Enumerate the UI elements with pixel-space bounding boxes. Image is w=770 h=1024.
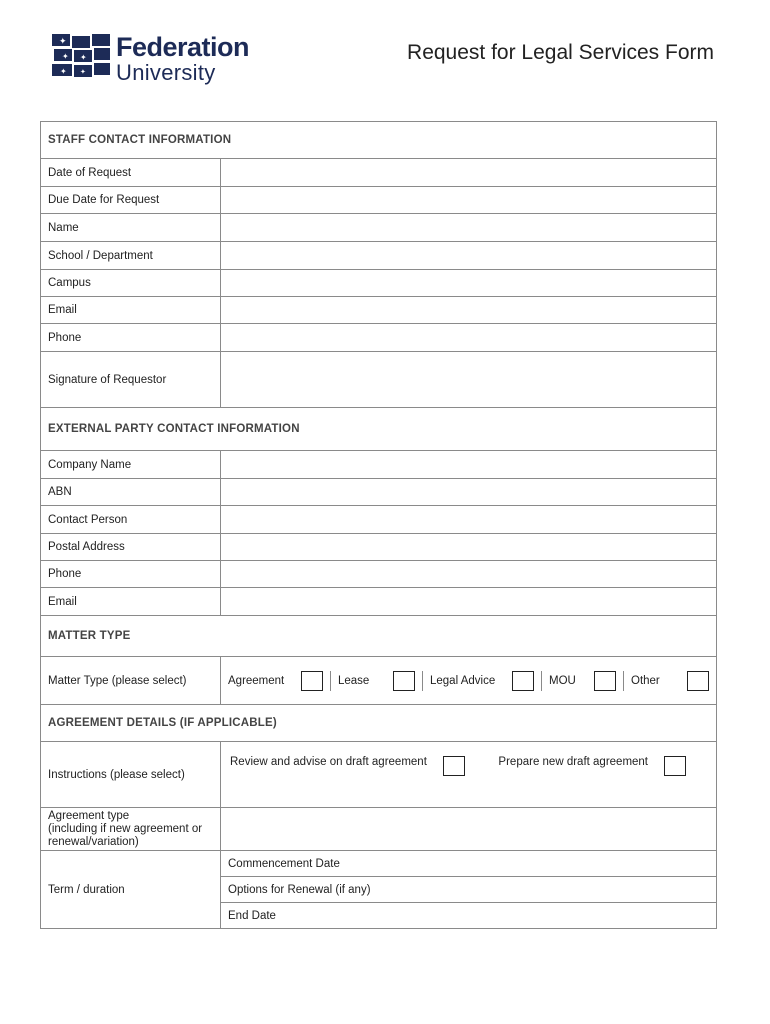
table-row — [41, 588, 717, 616]
field-label: Company Name — [41, 451, 221, 479]
matter-option-mou[interactable] — [542, 671, 624, 691]
agreement-type-label-line: (including if new agreement or — [48, 822, 203, 835]
agreement-type-label-line: Agreement type — [48, 809, 130, 822]
table-row — [41, 808, 717, 851]
svg-text:✦: ✦ — [62, 52, 69, 61]
matter-option-label: Agreement — [228, 674, 285, 687]
field-label: Contact Person — [41, 506, 221, 534]
due-date-input[interactable] — [221, 187, 717, 214]
field-label: Phone — [41, 324, 221, 352]
field-label: Email — [41, 297, 221, 324]
end-date-field[interactable]: End Date — [221, 903, 717, 929]
mou-checkbox[interactable] — [594, 671, 616, 691]
table-row — [41, 242, 717, 270]
instruction-option-prepare[interactable] — [498, 748, 686, 776]
abn-input[interactable] — [221, 479, 717, 506]
field-label: Signature of Requestor — [41, 352, 221, 408]
postal-address-input[interactable] — [221, 534, 717, 561]
table-row — [41, 506, 717, 534]
matter-type-options — [221, 671, 716, 691]
lease-checkbox[interactable] — [393, 671, 415, 691]
table-row — [41, 214, 717, 242]
table-row — [41, 297, 717, 324]
table-row — [41, 159, 717, 187]
agreement-type-label — [41, 808, 221, 851]
field-label: Due Date for Request — [41, 187, 221, 214]
logo-wordmark-line2: University — [116, 60, 216, 85]
table-row — [41, 742, 717, 808]
commencement-date-field[interactable]: Commencement Date — [221, 851, 717, 877]
field-label: Postal Address — [41, 534, 221, 561]
matter-option-agreement[interactable] — [221, 671, 331, 691]
external-phone-input[interactable] — [221, 561, 717, 588]
prepare-checkbox[interactable] — [664, 756, 686, 776]
matter-option-legal-advice[interactable] — [423, 671, 542, 691]
field-label: Email — [41, 588, 221, 616]
table-row — [41, 352, 717, 408]
review-checkbox[interactable] — [443, 756, 465, 776]
svg-text:✦: ✦ — [80, 53, 87, 62]
svg-text:✦: ✦ — [59, 36, 67, 46]
instruction-option-label: Review and advise on draft agreement — [230, 756, 427, 768]
agreement-type-input[interactable] — [221, 808, 717, 851]
contact-person-input[interactable] — [221, 506, 717, 534]
field-label: School / Department — [41, 242, 221, 270]
external-section-heading: EXTERNAL PARTY CONTACT INFORMATION — [41, 408, 717, 451]
agreement-section-heading: AGREEMENT DETAILS (IF APPLICABLE) — [41, 705, 717, 742]
field-label: Name — [41, 214, 221, 242]
table-row — [41, 561, 717, 588]
agreement-type-label-line: renewal/variation) — [48, 835, 139, 848]
matter-option-label: Other — [631, 674, 660, 687]
instructions-label: Instructions (please select) — [41, 742, 221, 808]
matter-option-lease[interactable] — [331, 671, 423, 691]
staff-phone-input[interactable] — [221, 324, 717, 352]
date-of-request-input[interactable] — [221, 159, 717, 187]
legal-services-form-table — [40, 121, 717, 929]
matter-option-other[interactable] — [624, 671, 716, 691]
table-row — [41, 187, 717, 214]
matter-type-label: Matter Type (please select) — [41, 657, 221, 705]
form-title: Request for Legal Services Form — [407, 41, 714, 64]
federation-university-logo — [52, 30, 262, 86]
signature-field[interactable] — [221, 352, 717, 408]
school-department-input[interactable] — [221, 242, 717, 270]
matter-option-label: Legal Advice — [430, 674, 496, 687]
matter-option-label: MOU — [549, 674, 576, 687]
legal-advice-checkbox[interactable] — [512, 671, 534, 691]
renewal-options-field[interactable]: Options for Renewal (if any) — [221, 877, 717, 903]
logo-wordmark-line1: Federation — [116, 32, 250, 62]
field-label: Phone — [41, 561, 221, 588]
logo-emblem-icon — [52, 32, 112, 80]
matter-section-heading: MATTER TYPE — [41, 616, 717, 657]
svg-text:✦: ✦ — [80, 69, 86, 76]
name-input[interactable] — [221, 214, 717, 242]
external-email-input[interactable] — [221, 588, 717, 616]
staff-email-input[interactable] — [221, 297, 717, 324]
term-duration-label: Term / duration — [41, 851, 221, 929]
instruction-options — [228, 742, 716, 776]
instruction-option-label: Prepare new draft agreement — [498, 756, 649, 768]
table-row — [41, 324, 717, 352]
agreement-checkbox[interactable] — [301, 671, 323, 691]
instruction-option-review[interactable] — [230, 748, 465, 776]
company-name-input[interactable] — [221, 451, 717, 479]
table-row — [41, 451, 717, 479]
svg-text:✦: ✦ — [60, 67, 67, 76]
table-row — [41, 851, 717, 877]
field-label: Date of Request — [41, 159, 221, 187]
other-checkbox[interactable] — [687, 671, 709, 691]
table-row — [41, 479, 717, 506]
field-label: Campus — [41, 270, 221, 297]
campus-input[interactable] — [221, 270, 717, 297]
matter-option-label: Lease — [338, 674, 370, 687]
table-row — [41, 270, 717, 297]
table-row — [41, 534, 717, 561]
field-label: ABN — [41, 479, 221, 506]
table-row — [41, 657, 717, 705]
staff-section-heading: STAFF CONTACT INFORMATION — [41, 122, 717, 159]
